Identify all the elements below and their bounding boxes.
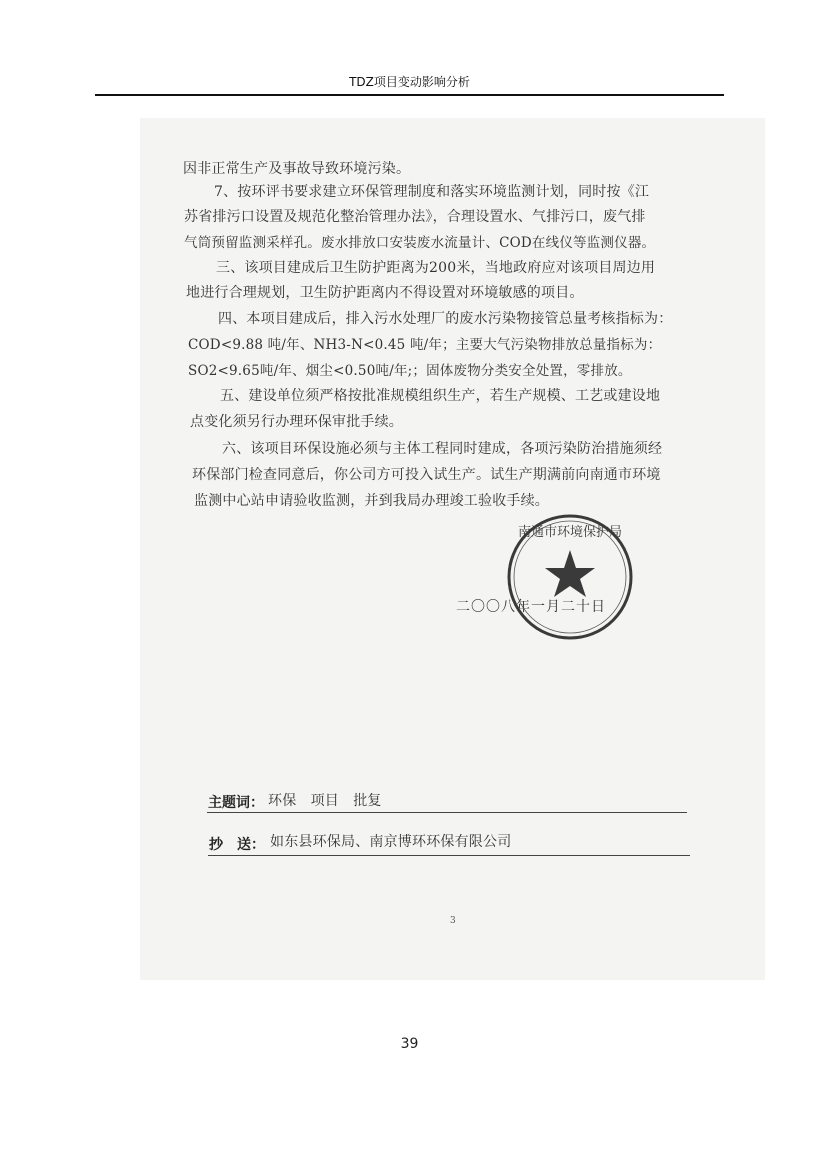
cc-label: 抄 送： bbox=[209, 837, 265, 853]
body-line-10: 五、建设单位须严格按批准规模组织生产，若生产规模、工艺或建设地 bbox=[220, 388, 661, 404]
body-line-11: 点变化须另行办理环保审批手续。 bbox=[190, 414, 403, 430]
seal-star-icon bbox=[545, 550, 595, 597]
body-line-4: 气筒预留监测采样孔。废水排放口安装废水流量计、COD在线仪等监测仪器。 bbox=[184, 235, 656, 251]
body-line-3: 苏省排污口设置及规范化整治管理办法》，合理设置水、气排污口，废气排 bbox=[184, 209, 646, 225]
body-line-7: 四、本项目建成后，排入污水处理厂的废水污染物接管总量考核指标为： bbox=[218, 311, 673, 327]
running-header: TDZ项目变动影响分析 bbox=[349, 75, 470, 89]
body-line-6: 地进行合理规划，卫生防护距离内不得设置对环境敏感的项目。 bbox=[186, 285, 584, 301]
keywords-label: 主题词： bbox=[208, 795, 264, 811]
seal-text: 南通市环境保护局 bbox=[517, 525, 623, 540]
body-line-5: 三、该项目建成后卫生防护距离为200米，当地政府应对该项目周边用 bbox=[216, 260, 656, 276]
body-line-13: 环保部门检查同意后，你公司方可投入试生产。试生产期满前向南通市环境 bbox=[192, 467, 661, 483]
body-line-1: 因非正常生产及事故导致环境污染。 bbox=[183, 161, 411, 177]
body-line-8: COD<9.88 吨/年、NH3-N<0.45 吨/年；主要大气污染物排放总量指标为： bbox=[188, 337, 662, 353]
body-line-9: SO2<9.65吨/年、烟尘<0.50吨/年;；固体废物分类安全处置，零排放。 bbox=[188, 363, 632, 379]
keywords-rule bbox=[207, 812, 687, 813]
document-date: 二〇〇八年一月二十日 bbox=[456, 599, 606, 615]
cc-value: 如东县环保局、南京博环环保有限公司 bbox=[270, 834, 512, 850]
page-number: 39 bbox=[400, 1036, 419, 1052]
body-line-2: 7、按环评书要求建立环保管理制度和落实环境监测计划，同时按《江 bbox=[214, 184, 650, 200]
header-rule bbox=[95, 94, 724, 96]
inner-page-number: 3 bbox=[450, 916, 456, 926]
cc-rule bbox=[208, 855, 690, 856]
official-seal-icon bbox=[505, 512, 635, 642]
body-line-12: 六、该项目环保设施必须与主体工程同时建成，各项污染防治措施须经 bbox=[222, 441, 663, 457]
body-line-14: 监测中心站申请验收监测，并到我局办理竣工验收手续。 bbox=[194, 493, 549, 509]
keywords-value: 环保 项目 批复 bbox=[268, 793, 382, 809]
